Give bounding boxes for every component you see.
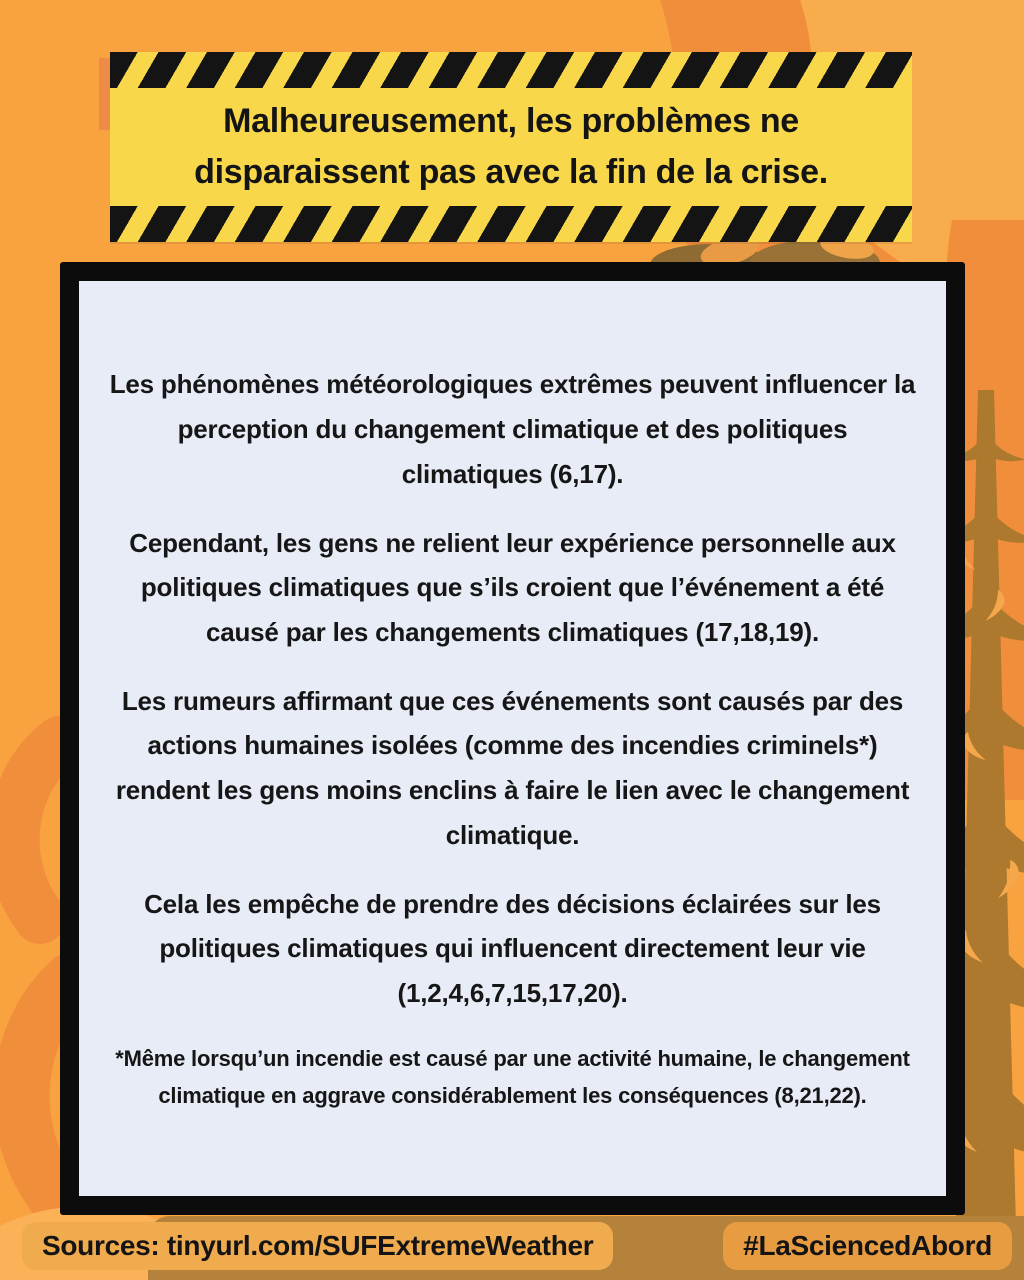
content-panel [60, 262, 965, 1215]
paragraph-rumors: Les rumeurs affirmant que ces événements sont causés par des actions humaines isolées (comme des incendies criminels*) rendent les gens moins enclins à faire le lien avec le changement climatique. [115, 685, 910, 850]
paragraph-extreme-weather: Les phénomènes météorologiques extrêmes peuvent influencer la perception du changement climatique et des politiques climatiques (6,17). [109, 369, 916, 489]
sources-pill [22, 1222, 613, 1270]
hazard-stripes-top-icon [110, 52, 912, 88]
hashtag-pill [723, 1222, 1012, 1270]
banner-title-line1: Malheureusement, les problèmes ne [223, 101, 799, 140]
hashtag-text: #LaSciencedAbord [743, 1230, 992, 1261]
sources-text: Sources: tinyurl.com/SUFExtremeWeather [42, 1230, 594, 1261]
banner-title [110, 88, 912, 206]
footnote-text: *Même lorsqu’un incendie est causé par une activité humaine, le changement climatique en aggrave considérablement les conséquences (8,21,22). [115, 1045, 910, 1109]
paragraph-decisions: Cela les empêche de prendre des décisions éclairées sur les politiques climatiques qui influencent directement leur vie (1,2,4,6,7,15,17,20). [144, 888, 881, 1009]
caution-banner [110, 52, 912, 242]
banner-title-line2: disparaissent pas avec la fin de la crise. [194, 153, 828, 191]
flame-curl-top [14, 742, 60, 918]
paragraph-personal-experience: Cependant, les gens ne relient leur expérience personnelle aux politiques climatiques que s’ils croient que l’événement a été causé par les changements climatiques (17,18,19). [129, 527, 896, 648]
hazard-stripes-bottom-icon [110, 206, 912, 242]
